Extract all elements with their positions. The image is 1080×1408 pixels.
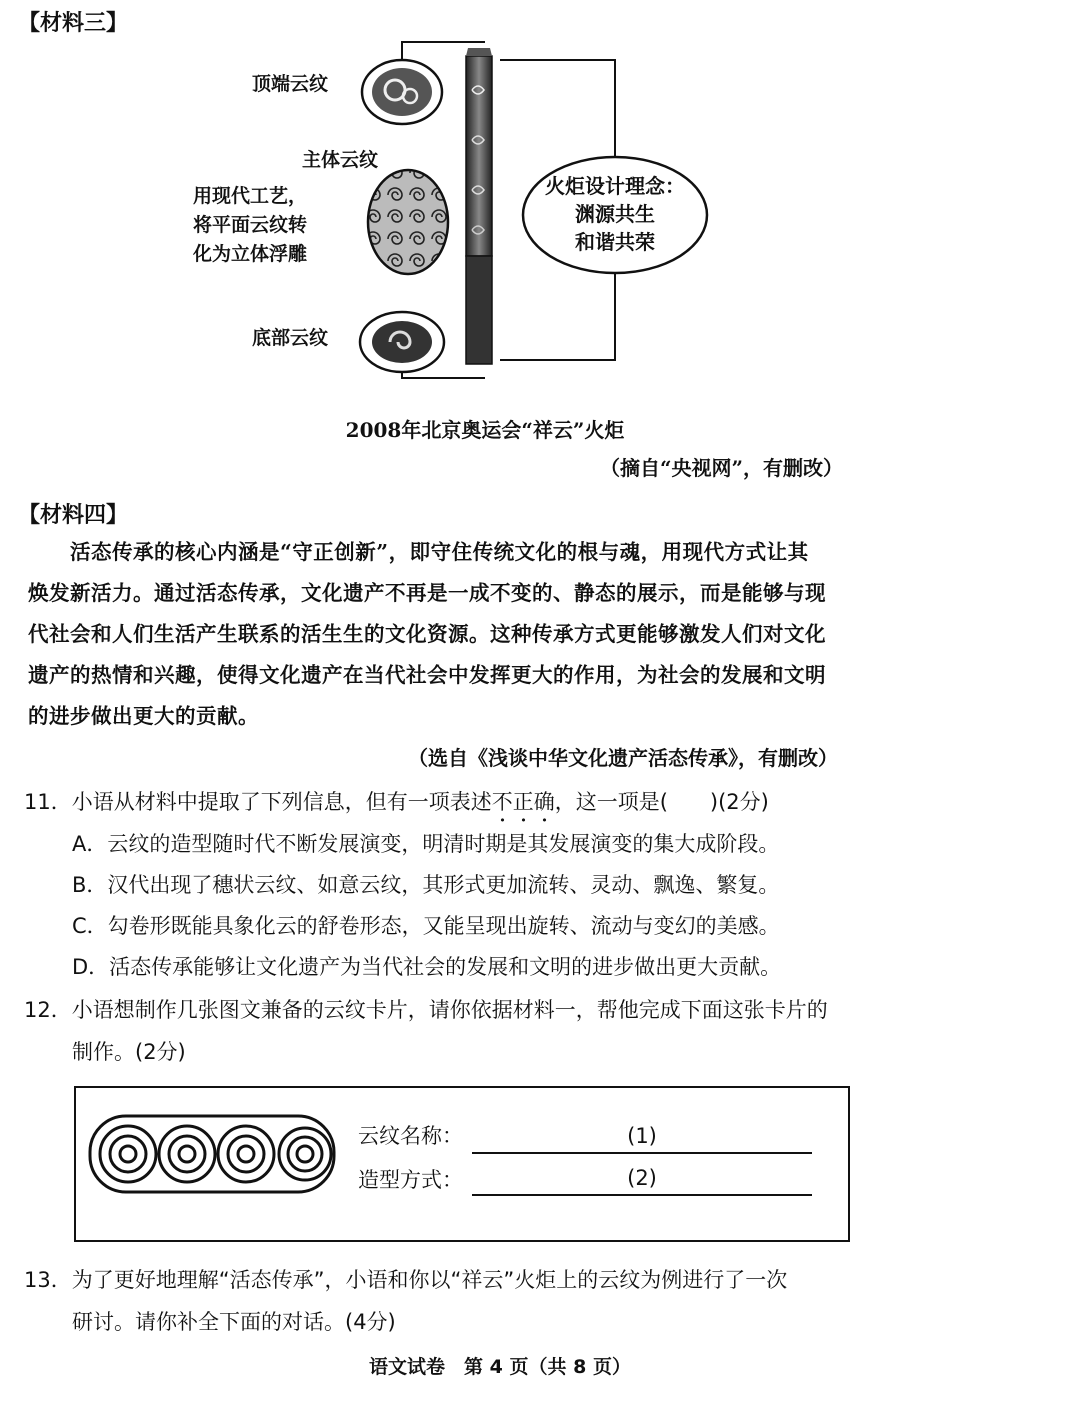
cloud-pattern-image bbox=[88, 1112, 338, 1198]
material4-source: （选自《浅谈中华文化遗产活态传承》，有删改） bbox=[408, 746, 838, 770]
figure-caption: 2008年北京奥运会“祥云”火炬 bbox=[345, 418, 625, 442]
top-cloud-pattern bbox=[362, 60, 442, 124]
label-top-cloud: 顶端云纹 bbox=[252, 73, 329, 95]
cloud-card bbox=[74, 1086, 850, 1242]
material4-paragraph: 活态传承的核心内涵是“守正创新”，即守住传统文化的根与魂，用现代方式让其 焕发新活力。通过活态传承，文化遗产不再是一成不变的、静态的展示，而是能够与现 代社会和人们生活产生联系的活生生的文化资源。这种传承方式更能够激发人们对文化 遗产的热情和兴趣，使得文化遗产在当代社会中发挥更大的作用，为社会的发展和文明 的进步做出更大的贡献。 bbox=[28, 540, 826, 728]
q11-option-c: C．勾卷形既能具象化云的舒卷形态，又能呈现出旋转、流动与变幻的美感。 bbox=[72, 914, 780, 938]
connector-concept-bottom bbox=[500, 270, 615, 360]
label-main-cloud: 主体云纹 bbox=[302, 149, 379, 171]
material4-header: 【材料四】 bbox=[18, 503, 129, 528]
connector-concept-top bbox=[500, 60, 615, 160]
material3-header: 【材料三】 bbox=[18, 11, 129, 36]
card-name-label: 云纹名称： bbox=[358, 1124, 463, 1148]
q13-stem-line1: 13．为了更好地理解“活态传承”，小语和你以“祥云”火炬上的云纹为例进行了一次 bbox=[24, 1268, 788, 1292]
q12-stem-line1: 12．小语想制作几张图文兼备的云纹卡片，请你依据材料一，帮他完成下面这张卡片的 bbox=[24, 998, 828, 1022]
q11-option-a: A．云纹的造型随时代不断发展演变，明清时期是其发展演变的集大成阶段。 bbox=[72, 832, 780, 856]
bottom-cloud-pattern bbox=[360, 312, 444, 372]
torch-concept-text: 火炬设计理念： 渊源共生 和谐共荣 bbox=[545, 174, 685, 254]
page-footer: 语文试卷 第 4 页（共 8 页） bbox=[369, 1356, 631, 1378]
label-main-desc: 用现代工艺， 将平面云纹转 化为立体浮雕 bbox=[193, 185, 308, 265]
q11-stem: 11．小语从材料中提取了下列信息，但有一项表述不正确，这一项是( )(2分) bbox=[24, 790, 769, 814]
main-cloud-pattern bbox=[368, 170, 448, 274]
q11-option-d: D．活态传承能够让文化遗产为当代社会的发展和文明的进步做出更大贡献。 bbox=[72, 955, 782, 979]
label-bottom-cloud: 底部云纹 bbox=[252, 327, 329, 349]
material3-source: （摘自“央视网”，有删改） bbox=[600, 456, 844, 480]
torch-image bbox=[466, 48, 492, 364]
q13-stem-line2: 研讨。请你补全下面的对话。(4分) bbox=[72, 1310, 396, 1334]
q12-stem-line2: 制作。(2分) bbox=[72, 1040, 186, 1064]
card-shape-label: 造型方式： bbox=[358, 1168, 463, 1192]
card-shape-blank[interactable]: (2) bbox=[472, 1158, 812, 1196]
card-name-blank[interactable]: (1) bbox=[472, 1116, 812, 1154]
q11-option-b: B．汉代出现了穗状云纹、如意云纹，其形式更加流转、灵动、飘逸、繁复。 bbox=[72, 873, 780, 897]
